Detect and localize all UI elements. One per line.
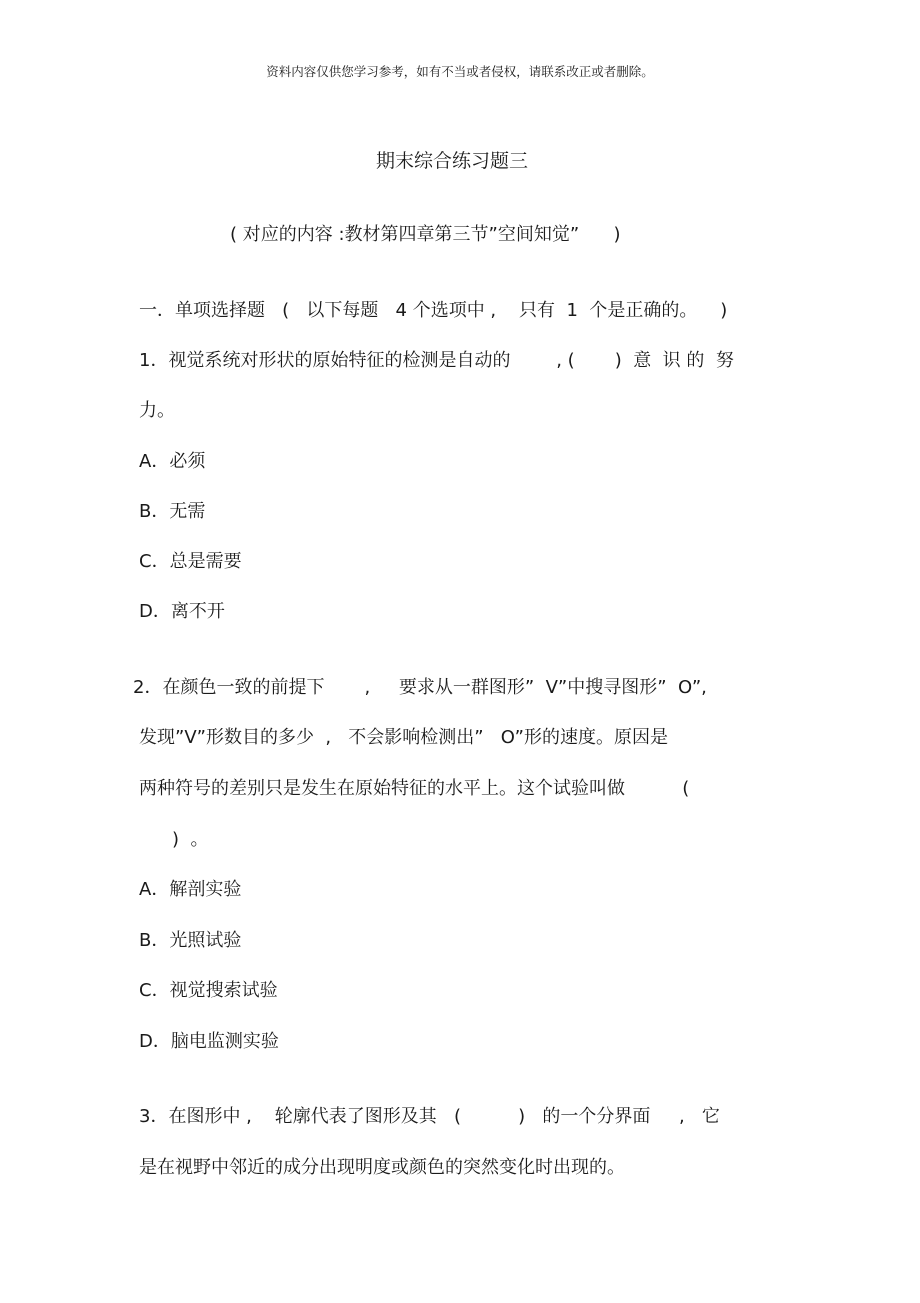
question-2-option-c: C．视觉搜索试验	[139, 980, 278, 1001]
question-1-option-b: B．无需	[139, 501, 206, 522]
header-note: 资料内容仅供您学习参考，如有不当或者侵权，请联系改正或者删除。	[266, 64, 654, 79]
question-2-stem-line-3: 两种符号的差别只是发生在原始特征的水平上。这个试验叫做 (	[139, 778, 690, 799]
question-1-stem-line-1: 1．视觉系统对形状的原始特征的检测是自动的 , ( ) 意 识 的 努	[139, 350, 734, 371]
page-title: 期末综合练习题三	[375, 150, 528, 172]
question-1-option-c: C．总是需要	[139, 551, 242, 572]
section-heading: 一．单项选择题 ( 以下每题 4 个选项中 , 只有 1 个是正确的。 )	[139, 300, 728, 321]
question-2-stem-line-4: ) 。	[172, 829, 209, 850]
question-3-stem-line-2: 是在视野中邻近的成分出现明度或颜色的突然变化时出现的。	[139, 1157, 625, 1178]
page-subtitle: ( 对应的内容 :教材第四章第三节”空间知觉” )	[230, 224, 621, 245]
question-2-option-a: A．解剖实验	[139, 879, 242, 900]
question-1-stem-line-2: 力。	[139, 400, 175, 421]
question-2-option-d: D．脑电监测实验	[139, 1031, 279, 1052]
question-2-stem-line-2: 发现”V”形数目的多少 , 不会影响检测出” O”形的速度。原因是	[139, 727, 668, 748]
question-2-stem-line-1: 2．在颜色一致的前提下 , 要求从一群图形” V”中搜寻图形” O”,	[133, 677, 707, 698]
question-2-option-b: B．光照试验	[139, 930, 242, 951]
question-1-option-d: D．离不开	[139, 601, 225, 622]
question-3-stem-line-1: 3．在图形中 , 轮廓代表了图形及其 ( ) 的一个分界面 , 它	[139, 1106, 720, 1127]
question-1-option-a: A．必须	[139, 451, 206, 472]
